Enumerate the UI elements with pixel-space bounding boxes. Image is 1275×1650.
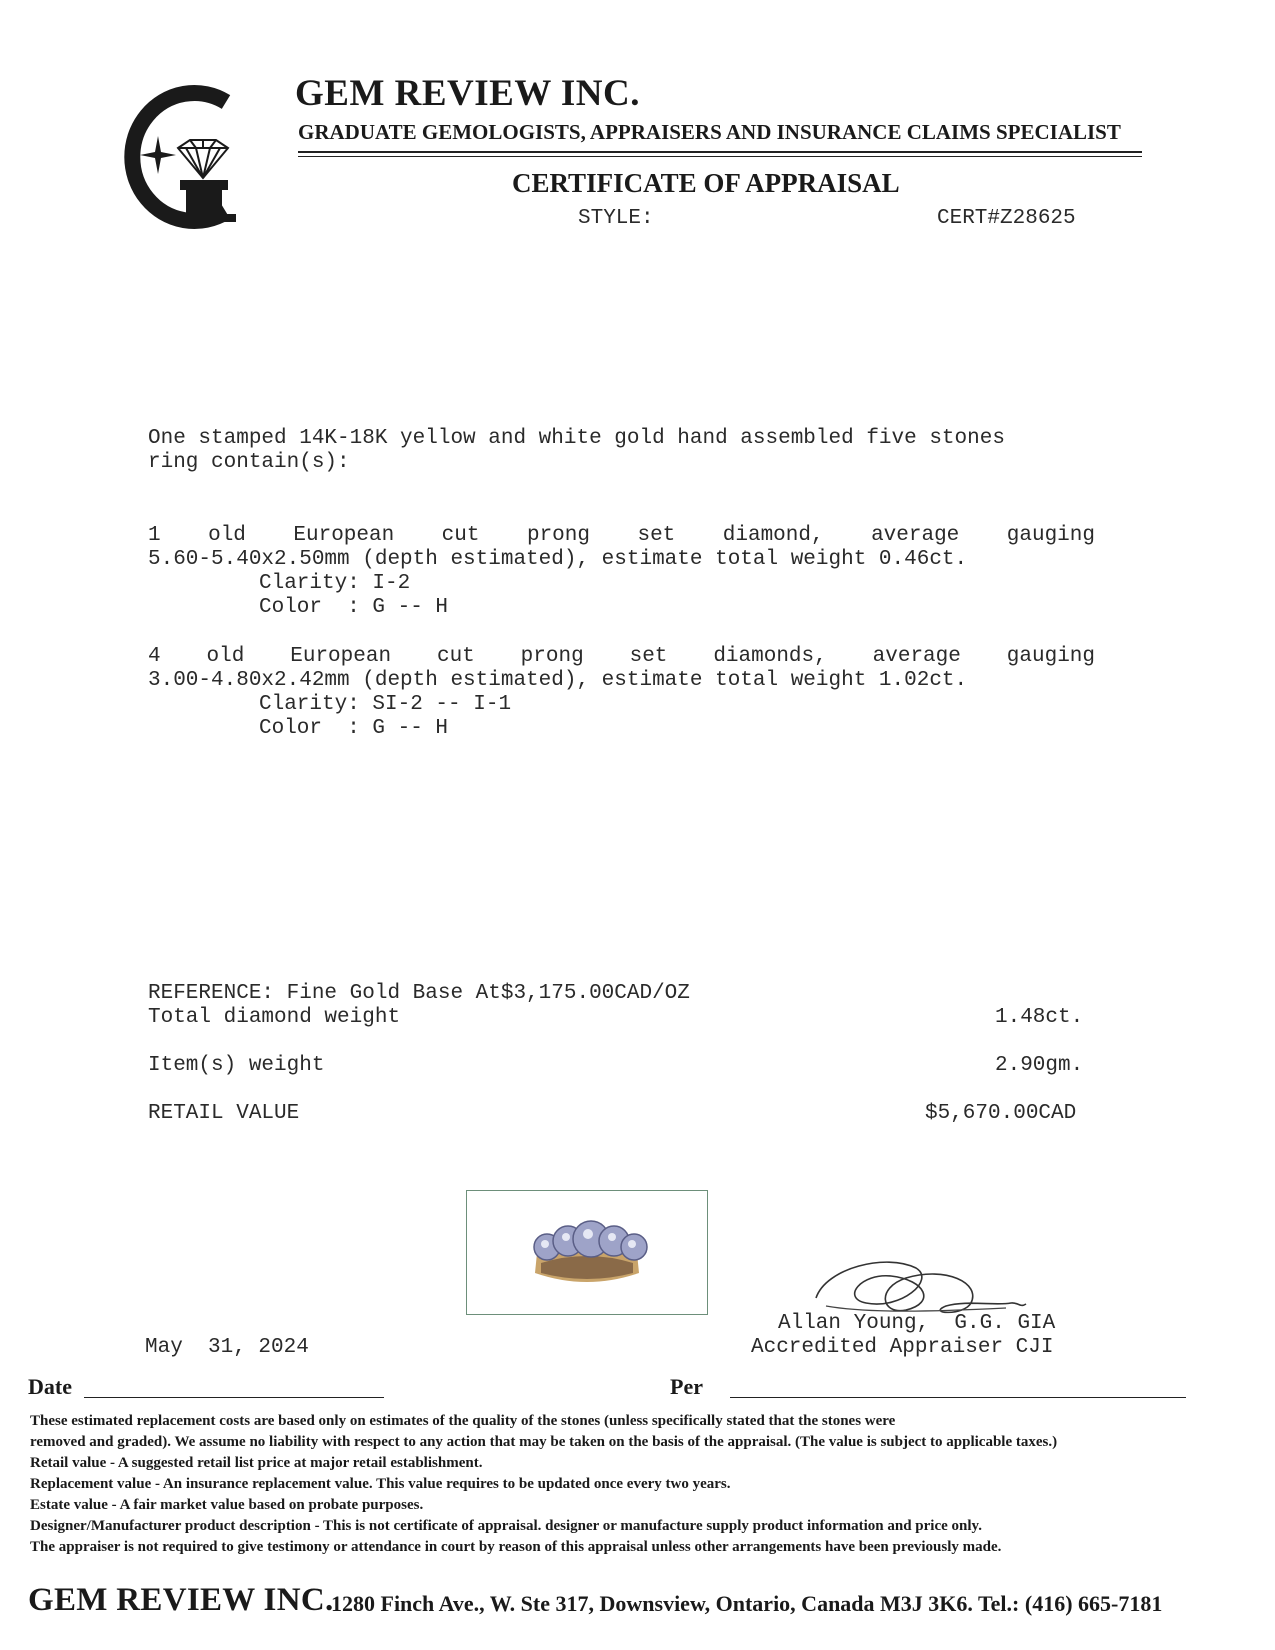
retail-value-label: RETAIL VALUE [148, 1102, 300, 1125]
appraisal-date: May 31, 2024 [145, 1336, 309, 1359]
certificate-title: CERTIFICATE OF APPRAISAL [512, 168, 900, 198]
date-line [84, 1397, 384, 1398]
total-diamond-weight-value: 1.48ct. [995, 1006, 1084, 1029]
appraiser-title: Accredited Appraiser CJI [751, 1336, 1054, 1359]
stone-2-clarity: Clarity: SI-2 -- I-1 [259, 693, 512, 716]
disclaimer-replacement-value: Replacement value - An insurance replacement value. This value requires to be updated once every two years. [30, 1476, 731, 1492]
company-tagline: GRADUATE GEMOLOGISTS, APPRAISERS AND INSURANCE CLAIMS SPECIALIST [298, 120, 1121, 144]
gold-reference: REFERENCE: Fine Gold Base At$3,175.00CAD/OZ [148, 982, 690, 1005]
item-description-line2: ring contain(s): [148, 451, 350, 474]
disclaimer-testimony: The appraiser is not required to give testimony or attendance in court by reason of this appraisal unless other arrangements have been previously made. [30, 1539, 1002, 1555]
disclaimer-line-1: These estimated replacement costs are based only on estimates of the quality of the stones (unless specifically stated that the stones were [30, 1413, 896, 1429]
disclaimer-line-2: removed and graded). We assume no liability with respect to any action that may be taken on the basis of the appraisal. (The value is subject to applicable taxes.) [30, 1434, 1058, 1450]
ring-image-icon [467, 1191, 707, 1314]
date-label: Date [28, 1374, 72, 1399]
disclaimer-designer: Designer/Manufacturer product description - This is not certificate of appraisal. designer or manufacture supply product information and price only. [30, 1518, 982, 1534]
item-description-line1: One stamped 14K-18K yellow and white gold hand assembled five stones [148, 427, 1005, 450]
stone-1-clarity: Clarity: I-2 [259, 572, 411, 595]
cert-number: CERT#Z28625 [937, 207, 1076, 230]
appraiser-name: Allan Young, G.G. GIA [778, 1312, 1056, 1335]
stone-2-measurements: 3.00-4.80x2.42mm (depth estimated), estimate total weight 1.02ct. [148, 669, 968, 692]
disclaimer-retail-value: Retail value - A suggested retail list price at major retail establishment. [30, 1455, 483, 1471]
stone-1-description: 1 old European cut prong set diamond, average gauging [148, 524, 1095, 547]
per-label: Per [670, 1374, 703, 1399]
footer-address: 1280 Finch Ave., W. Ste 317, Downsview, Ontario, Canada M3J 3K6. Tel.: (416) 665-7181 [331, 1591, 1163, 1616]
style-label: STYLE: [578, 207, 654, 230]
total-diamond-weight-label: Total diamond weight [148, 1006, 401, 1029]
stone-2-color: Color : G -- H [259, 717, 449, 740]
header-divider [298, 151, 1142, 153]
ring-photo [466, 1190, 708, 1315]
item-weight-label: Item(s) weight [148, 1054, 325, 1077]
header-divider-thin [298, 156, 1142, 157]
stone-1-measurements: 5.60-5.40x2.50mm (depth estimated), estimate total weight 0.46ct. [148, 548, 968, 571]
per-line [730, 1397, 1186, 1398]
retail-value-amount: $5,670.00CAD [925, 1102, 1077, 1125]
stone-1-color: Color : G -- H [259, 596, 449, 619]
footer-company-name: GEM REVIEW INC. [28, 1582, 334, 1618]
disclaimer-estate-value: Estate value - A fair market value based on probate purposes. [30, 1497, 424, 1513]
company-name: GEM REVIEW INC. [295, 73, 640, 114]
item-weight-value: 2.90gm. [995, 1054, 1084, 1077]
stone-2-description: 4 old European cut prong set diamonds, average gauging [148, 645, 1095, 668]
company-logo-icon [108, 80, 243, 230]
